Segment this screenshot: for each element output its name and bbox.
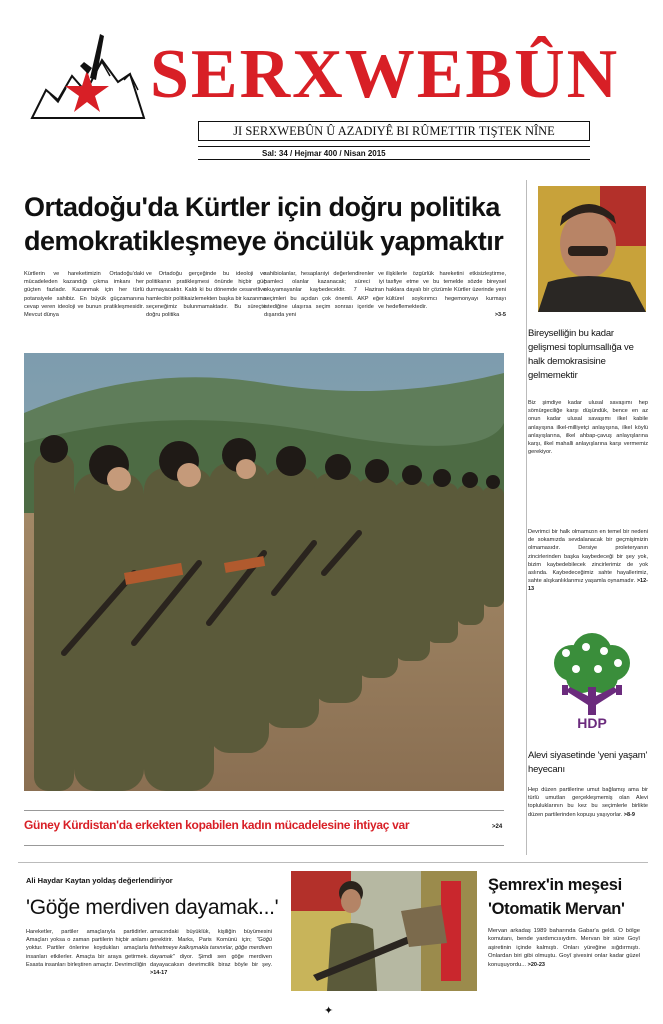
sidebar-divider [526,180,527,855]
bottom-section-rule [18,862,648,863]
photo-caption: Güney Kürdistan'da erkekten kopabilen kadın mücadelesine ihtiyaç var [24,818,410,832]
lead-headline [24,190,514,258]
sidebar-story-2-body: Hep düzen partilerine umut bağlamış ama bir türlü umutları gerçekleşmemiş olan Alevi topluluklarının bu kez bu seçimlerle birlikte düzen partilerinden kopuşu yaşıyorlar. [528,787,648,818]
sidebar-story-1-para-1: Biz şimdiye kadar ulusal savaşımı hep sömürgeciliğe karşı düşündük, bence en az onun kadar ulusal savaşımı ilkel kabile anlayışına ilkel-milliyetçi anlayışına, ilkel köylü anlayışlarına, ilkel ahbap-çavuş anlayışlarına karşı, ilkel mahalli anlayışlarına karşı vermemiz gerekiyor. [528,400,648,456]
bottom-left-column-2-text-a: amacındaki büyüklük, kişiliğin büyümesini gerektirir. Marks, Paris Komünü için; [150,929,272,944]
hdp-logo [536,625,648,743]
sidebar-story-1-ref: >12-13 [528,578,648,593]
caption-bottom-rule [24,845,504,846]
caption-page-ref: >24 [492,824,503,830]
bottom-left-column-2-text-b: diyor. Şimdi sen göğe merdiven dayayacaksın devrimcilik biraz böyle bir şey. [150,953,272,968]
hdp-logo-label: HDP [577,715,607,731]
sidebar-story-1-para-2 [528,528,648,594]
bottom-left-kicker: Ali Haydar Kaytan yoldaş değerlendiriyor [26,876,173,885]
lead-column-2: ve Ortadoğu gerçeğinde bu ideoloji ve politikanın pratikleşmesi önünde hiçbir güç durmayacaktır. Kaldı ki bu dönemde cesaretlive hamlecibir politikaizlemekten başka bir kazanma seçeneğimiz bulunmamaktadır. Bu süreçte doğru politika [146,271,266,319]
lead-headline-line-2: demokratikleşmeye öncülük yapmaktır [24,226,504,256]
bottom-left-headline: 'Göğe merdiven dayamak...' [26,896,279,919]
sidebar-story-1-head: Bireyselliğin bu kadar gelişmesi toplumsallığa ve halk demokrasisine gelmemektir [528,328,634,381]
bottom-left-quote: "Göğü fethetmeye kalkışmakla tanınırlar, göğe merdiven dayamak" [150,937,272,960]
bottom-left-column-2 [150,928,272,977]
issue-line: Sal: 34 / Hejmar 400 / Nisan 2015 [262,149,386,158]
bottom-right-headline-line-1: Şemrex'in meşesi [488,876,622,894]
lead-headline-line-1: Ortadoğu'da Kürtler için doğru politika [24,192,500,222]
registration-mark-icon: ✦ [324,1005,334,1017]
bottom-right-body: Mervan arkadaş 1989 baharında Gabar'a geldi. O bölge komutanı, bende yardımcısıydım. Mervan bir süre Goyî aşiretinin içinde kalmıştı. Onları yüreğine sığdırmıştı. Onlardan biri gibi olmuştu. Goyî şivesini onlar kadar güzel konuşuyordu... [488,928,640,968]
bottom-right-text [488,927,640,969]
masthead-logo [28,30,146,122]
sidebar-story-1-para-2-text: Devrimci bir halk olmamızın en temel bir nedeni de sokamızda sevdalanacak bir geçmişimizin olmamasıdır. Dersiye proleteryanın zincirlerinden başka kaybedeceği bir şey yok, bizim kaybedebilecek zincirlerimiz de yok aslında. Kaybedeceğimiz sahte hayallerimiz, sahte alışkanlıklarımız yaşamla oynamadır. [528,529,648,585]
masthead-title: SERXWEBÛN [150,36,620,113]
lead-column-3: sahibiolanlar, hesaplarıiyi değerlendirenler ve hamleci olanlar kazanacak; süreci iyi okuyamayanlar kaybedecektir. 7 Haziran seçimleri bu açıdan çok önemli. AKP eğer istediğine ulaşırsa seçim sonrası içeride ve dışarıda yeni [264,271,384,319]
bottom-right-ref: >20-23 [527,961,545,968]
bottom-left-ref: >14-17 [150,970,168,977]
masthead-rule [198,146,590,147]
bottom-left-column-1: Hareketler, partiler amaçlarıyla partidirler. Amaçları yoksa o zaman partilerin hiçbir anlamı yoktur. Partiler önlerine koydukları amaçlarla insanları etkilerler. Amaçta bir araya getirmek. Esasta insanları birleştiren amaçtır. Devrimciliğin [26,929,148,968]
bottom-right-headline [488,873,648,921]
bottom-right-headline-line-2: 'Otomatik Mervan' [488,900,625,918]
issue-rule [198,159,590,160]
lead-page-ref: >3-5 [494,312,506,319]
masthead-tagline: JI SERXWEBÛN Û AZADIYÊ BI RÛMETTIR TIŞTEK NÎNE [198,121,590,141]
sidebar-story-2-ref: >8-9 [623,811,635,818]
caption-rule [24,810,504,811]
lead-column-4 [386,270,506,319]
sidebar-story-2-head: Alevi siyasetinde 'yeni yaşam' heyecanı [528,750,648,775]
sidebar-story-1 [528,327,648,383]
lead-column-4-text: ilişkilerle özgürlük hareketini etkisizleştirme, tasfiye etme ve bu temelde sözde bireysel haklara dayalı bir çözümle Kürtler üzerinde yeni kültürel soykırımcı hegemonyayı kurmayı hedeflemektedir. [386,271,506,310]
lead-column-1: Kürtlerin ve hareketimizin Ortadoğu'daki mücadeleden kazandığı çıkma imkanı her güçten fazladır. Kazanmak için her türlü potansiyele sahibiz. En büyük güçzamanına cevap veren ideoloji ve bunun pratikleşmesidir. Mevcut dünya [24,271,144,319]
bottom-photo [291,871,477,991]
sidebar-story-2-text [528,786,648,819]
leader-portrait [538,186,646,312]
main-photo [24,353,504,791]
